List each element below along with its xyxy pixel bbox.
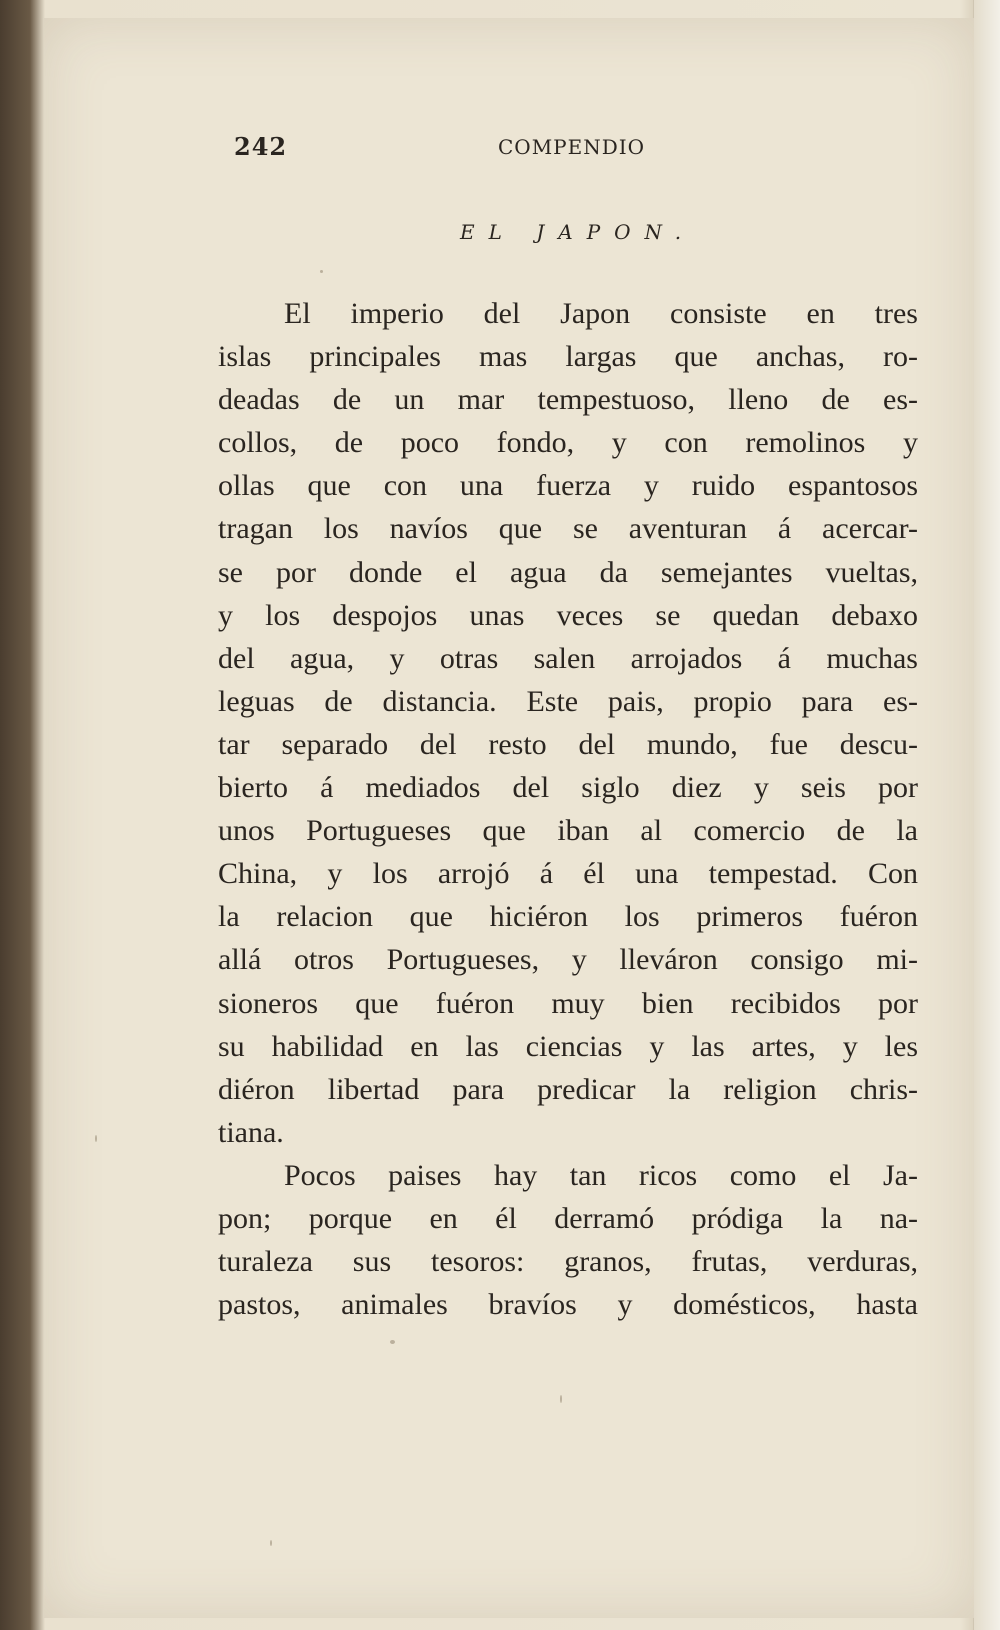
text-line: bierto á mediados del siglo diez y seis por: [218, 771, 918, 805]
text-line: del agua, y otras salen arrojados á muchas: [218, 641, 918, 675]
paper-speck: [95, 1135, 97, 1142]
text-line: y los despojos unas veces se quedan debaxo: [218, 598, 918, 632]
text-line: China, y los arrojó á él una tempestad. Con: [218, 857, 918, 891]
paper-speck: [270, 1540, 272, 1546]
text-line: deadas de un mar tempestuoso, lleno de es-: [218, 383, 918, 417]
text-line: collos, de poco fondo, y con remolinos y: [218, 426, 918, 460]
text-line: El imperio del Japon consiste en tres: [284, 297, 918, 330]
section-title: EL JAPON.: [460, 220, 696, 244]
text-line: unos Portugueses que iban al comercio de la: [218, 814, 918, 848]
paper-speck: [390, 1340, 395, 1344]
text-line: turaleza sus tesoros: granos, frutas, verduras,: [218, 1245, 918, 1279]
text-line: pon; porque en él derramó pródiga la na-: [218, 1201, 918, 1235]
text-line: la relacion que hiciéron los primeros fuéron: [218, 900, 918, 934]
text-line: sioneros que fuéron muy bien recibidos por: [218, 986, 918, 1020]
next-page-edge: [973, 0, 1000, 1630]
text-line: diéron libertad para predicar la religion chris-: [218, 1072, 918, 1106]
text-line: su habilidad en las ciencias y las artes, y les: [218, 1029, 918, 1063]
paper-speck: [560, 1395, 562, 1403]
page-header: [226, 132, 916, 166]
paragraph-1: [218, 292, 918, 1154]
text-line: tragan los navíos que se aventuran á acercar-: [218, 512, 918, 546]
text-line: se por donde el agua da semejantes vueltas,: [218, 555, 918, 589]
page-number: 242: [234, 132, 288, 161]
text-line: islas principales mas largas que anchas, ro-: [218, 340, 918, 374]
text-line: tiana.: [218, 1115, 284, 1149]
paper-speck: [320, 270, 323, 273]
text-line: allá otros Portugueses, y lleváron consigo mi-: [218, 943, 918, 977]
paragraph-2: [218, 1154, 918, 1326]
text-line: leguas de distancia. Este pais, propio para es-: [218, 684, 918, 718]
text-line: Pocos paises hay tan ricos como el Ja-: [284, 1158, 918, 1192]
running-head: COMPENDIO: [498, 135, 646, 159]
body-text: [218, 292, 918, 1326]
text-line: tar separado del resto del mundo, fue descu-: [218, 727, 918, 761]
text-line: pastos, animales bravíos y domésticos, hasta: [218, 1288, 918, 1322]
text-line: ollas que con una fuerza y ruido espantosos: [218, 469, 918, 503]
